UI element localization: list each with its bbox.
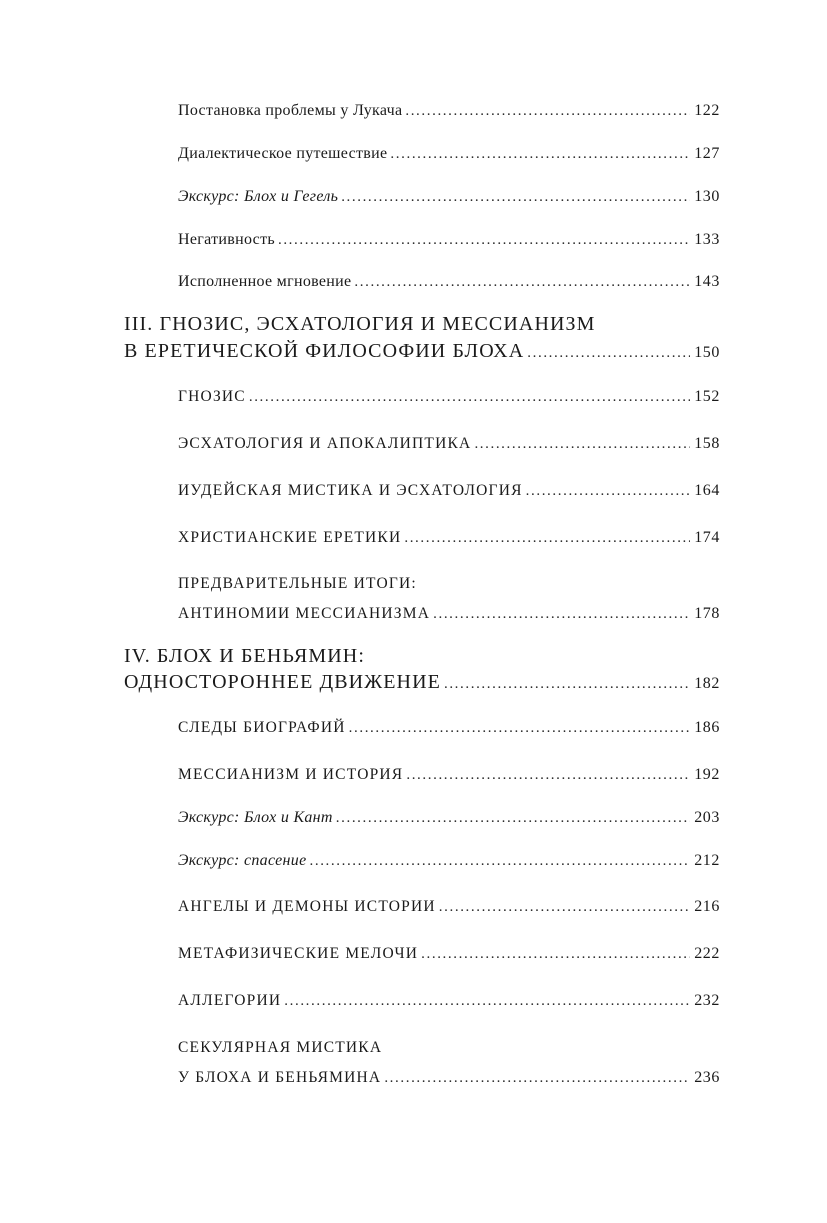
toc-entry-title: В ЕРЕТИЧЕСКОЙ ФИЛОСОФИИ БЛОХА bbox=[124, 340, 525, 362]
toc-entry-title: Исполненное мгновение bbox=[178, 273, 352, 290]
toc-entry-page: 222 bbox=[694, 945, 720, 962]
dot-leader bbox=[527, 345, 690, 362]
toc-chapter-entry bbox=[124, 340, 720, 363]
dot-leader bbox=[444, 676, 690, 693]
toc-entry-page: 150 bbox=[694, 344, 720, 361]
toc-entry-page: 212 bbox=[694, 852, 720, 869]
dot-leader bbox=[421, 946, 690, 963]
toc-entry-page: 152 bbox=[694, 388, 720, 405]
toc-entry-page: 186 bbox=[694, 719, 720, 736]
toc-entry-title: Экскурс: спасение bbox=[178, 852, 307, 869]
toc-entry-title: МЕССИАНИЗМ И ИСТОРИЯ bbox=[178, 766, 404, 783]
toc-entry bbox=[178, 102, 720, 120]
dot-leader bbox=[405, 103, 690, 120]
dot-leader bbox=[278, 232, 690, 249]
toc-entry-title: АНТИНОМИИ МЕССИАНИЗМА bbox=[178, 605, 431, 622]
toc-entry-title: МЕТАФИЗИЧЕСКИЕ МЕЛОЧИ bbox=[178, 945, 419, 962]
dot-leader bbox=[349, 720, 691, 737]
toc-entry bbox=[178, 898, 720, 916]
toc-entry-title: ХРИСТИАНСКИЕ ЕРЕТИКИ bbox=[178, 529, 402, 546]
toc-entry-title: Экскурс: Блох и Гегель bbox=[178, 188, 339, 205]
toc-entry bbox=[178, 719, 720, 737]
toc-entry-page: 236 bbox=[694, 1069, 720, 1086]
toc-entry bbox=[178, 435, 720, 453]
dot-leader bbox=[249, 389, 690, 406]
toc-entry bbox=[178, 1069, 720, 1087]
toc-entry-page: 122 bbox=[694, 102, 720, 119]
dot-leader bbox=[390, 146, 690, 163]
dot-leader bbox=[526, 483, 691, 500]
toc-entry-title: Постановка проблемы у Лукача bbox=[178, 102, 403, 119]
toc-entry-excursus bbox=[178, 852, 720, 870]
toc-entry bbox=[178, 992, 720, 1010]
dot-leader bbox=[439, 899, 690, 916]
toc-entry-page: 158 bbox=[694, 435, 720, 452]
dot-leader bbox=[404, 530, 690, 547]
toc-entry-page: 130 bbox=[694, 188, 720, 205]
dot-leader bbox=[336, 810, 690, 827]
toc-entry-title: Экскурс: Блох и Кант bbox=[178, 809, 333, 826]
toc-entry-page: 192 bbox=[694, 766, 720, 783]
toc-entry-page: 232 bbox=[694, 992, 720, 1009]
toc-entry bbox=[178, 231, 720, 249]
toc-entry-title: АЛЛЕГОРИИ bbox=[178, 992, 282, 1009]
dot-leader bbox=[384, 1070, 690, 1087]
toc-entry bbox=[178, 605, 720, 623]
dot-leader bbox=[474, 436, 690, 453]
toc-entry-title: ЭСХАТОЛОГИЯ И АПОКАЛИПТИКА bbox=[178, 435, 472, 452]
toc-entry-page: 143 bbox=[694, 273, 720, 290]
dot-leader bbox=[284, 993, 690, 1010]
toc-entry-title: АНГЕЛЫ И ДЕМОНЫ ИСТОРИИ bbox=[178, 898, 436, 915]
dot-leader bbox=[310, 853, 691, 870]
toc-entry-title: СЛЕДЫ БИОГРАФИЙ bbox=[178, 719, 346, 736]
toc-entry-line1: СЕКУЛЯРНАЯ МИСТИКА bbox=[178, 1039, 383, 1056]
dot-leader bbox=[354, 274, 690, 291]
toc-entry-line1: ПРЕДВАРИТЕЛЬНЫЕ ИТОГИ: bbox=[178, 575, 417, 592]
toc-entry bbox=[178, 145, 720, 163]
dot-leader bbox=[433, 606, 690, 623]
toc-entry-title: У БЛОХА И БЕНЬЯМИНА bbox=[178, 1069, 382, 1086]
toc-entry-page: 133 bbox=[694, 231, 720, 248]
chapter-heading-line1: III. ГНОЗИС, ЭСХАТОЛОГИЯ И МЕССИАНИЗМ bbox=[124, 313, 596, 335]
toc-entry bbox=[178, 766, 720, 784]
toc-entry-page: 178 bbox=[694, 605, 720, 622]
toc-entry bbox=[178, 273, 720, 291]
toc-entry-page: 216 bbox=[694, 898, 720, 915]
toc-entry bbox=[178, 482, 720, 500]
dot-leader bbox=[341, 189, 690, 206]
toc-entry-page: 174 bbox=[694, 529, 720, 546]
toc-entry-page: 164 bbox=[694, 482, 720, 499]
toc-entry-title: Диалектическое путешествие bbox=[178, 145, 388, 162]
chapter-heading-line1: IV. БЛОХ И БЕНЬЯМИН: bbox=[124, 645, 365, 667]
toc-entry-title: ОДНОСТОРОННЕЕ ДВИЖЕНИЕ bbox=[124, 671, 441, 693]
toc-entry bbox=[178, 388, 720, 406]
toc-entry-title: Негативность bbox=[178, 231, 275, 248]
toc-entry-page: 127 bbox=[694, 145, 720, 162]
toc-entry-page: 203 bbox=[694, 809, 720, 826]
dot-leader bbox=[406, 767, 690, 784]
toc-entry-page: 182 bbox=[694, 675, 720, 692]
toc-chapter-entry bbox=[124, 671, 720, 694]
toc-entry bbox=[178, 945, 720, 963]
toc-entry-excursus bbox=[178, 809, 720, 827]
toc-entry-excursus bbox=[178, 188, 720, 206]
toc-entry-title: ГНОЗИС bbox=[178, 388, 246, 405]
toc-entry-title: ИУДЕЙСКАЯ МИСТИКА И ЭСХАТОЛОГИЯ bbox=[178, 482, 523, 499]
toc-entry bbox=[178, 529, 720, 547]
